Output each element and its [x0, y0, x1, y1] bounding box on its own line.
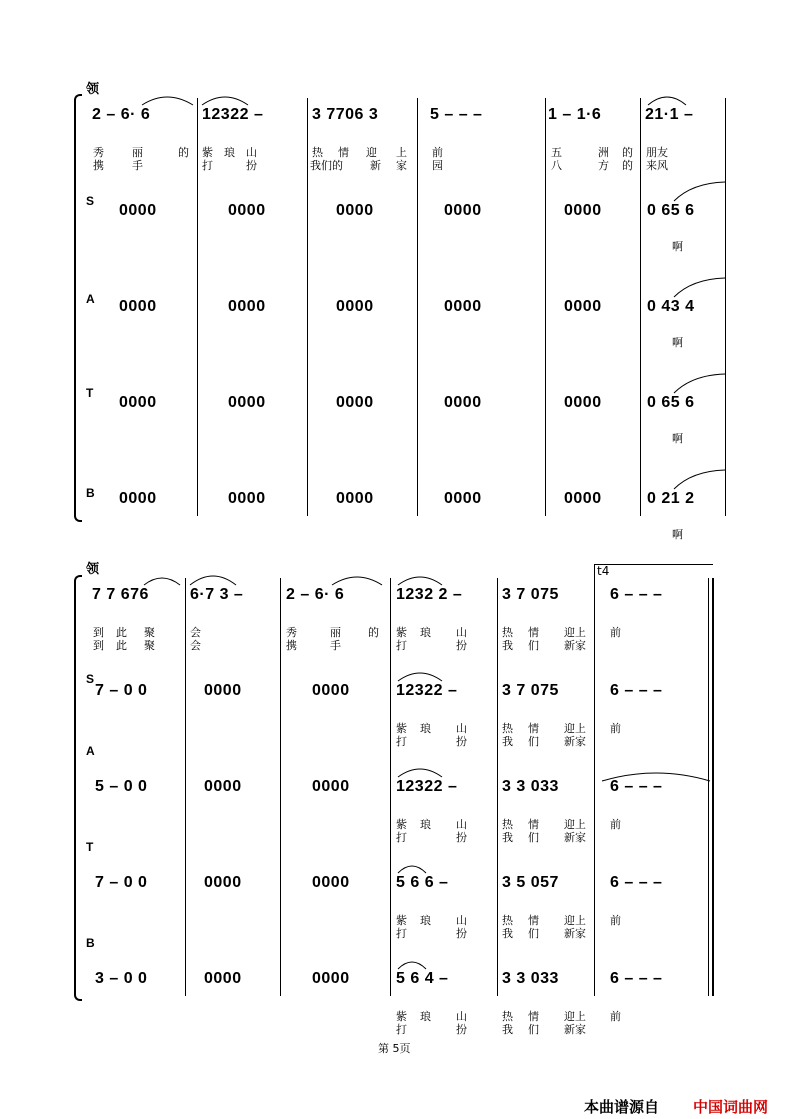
- lyric: 携: [286, 639, 297, 652]
- lyric: 山: [456, 818, 467, 831]
- rest-measure: 0000: [312, 778, 350, 795]
- voice-label-a: A: [86, 744, 95, 758]
- rest-measure: 0000: [119, 298, 157, 315]
- lyric: 洲: [598, 146, 609, 159]
- lyric: 扮: [246, 159, 257, 172]
- lyric: 我: [502, 927, 513, 940]
- barline: [417, 98, 418, 516]
- lead-measure-2: 12322 –: [202, 106, 264, 123]
- rest-measure: 0000: [204, 970, 242, 987]
- lyric: 扮: [456, 927, 467, 940]
- volta-label: t4: [597, 564, 610, 578]
- lyric: 此: [116, 639, 127, 652]
- voice-measure: 7 – 0 0: [95, 682, 148, 699]
- lyric: 打: [396, 831, 407, 844]
- lyric: 紫: [396, 818, 407, 831]
- voice-label-s: S: [86, 672, 95, 686]
- lyric: 朋友: [646, 146, 668, 159]
- barline: [307, 98, 308, 516]
- lyric: 前: [610, 1010, 621, 1023]
- lyric: 家: [396, 159, 407, 172]
- lyric: 我们的: [310, 159, 343, 172]
- lyric: 们: [528, 831, 539, 844]
- lyric: 紫: [396, 914, 407, 927]
- lyric: 紫: [396, 1010, 407, 1023]
- lyric: 手: [330, 639, 341, 652]
- barline: [390, 578, 391, 996]
- system-brace: [74, 94, 82, 522]
- lyric: 琅: [420, 914, 431, 927]
- lead-measure-1: 7 7 676: [92, 586, 149, 603]
- lyric: 紫: [202, 146, 213, 159]
- lyric: 紫: [396, 626, 407, 639]
- voice-measure: 5 6 4 –: [396, 970, 449, 987]
- lyric: 此: [116, 626, 127, 639]
- volta-bracket: [594, 564, 713, 579]
- lyric: 上: [396, 146, 407, 159]
- lead-measure-4: 5 – – –: [430, 106, 483, 123]
- lyric: 扮: [456, 639, 467, 652]
- lyric: 啊: [672, 432, 683, 445]
- voice-label-t: T: [86, 840, 94, 854]
- rest-measure: 0000: [204, 874, 242, 891]
- lead-measure-3: 3 7706 3: [312, 106, 379, 123]
- rest-measure: 0000: [312, 970, 350, 987]
- barline: [197, 98, 198, 516]
- voice-measure: 0 65 6: [647, 394, 695, 411]
- lyric: 啊: [672, 240, 683, 253]
- lyric: 情: [528, 818, 539, 831]
- lyric: 热: [502, 1010, 513, 1023]
- slur: [646, 92, 688, 106]
- barline: [280, 578, 281, 996]
- lyric: 打: [202, 159, 213, 172]
- rest-measure: 0000: [444, 298, 482, 315]
- lyric: 打: [396, 927, 407, 940]
- rest-measure: 0000: [312, 874, 350, 891]
- voice-label-t: T: [86, 386, 94, 400]
- rest-measure: 0000: [444, 490, 482, 507]
- lead-measure-1: 2 – 6· 6: [92, 106, 151, 123]
- voice-measure: 3 5 057: [502, 874, 559, 891]
- lyric: 山: [456, 914, 467, 927]
- repeat-barline-thin: [708, 578, 709, 996]
- rest-measure: 0000: [564, 298, 602, 315]
- source-label: 本曲谱源自: [584, 1098, 660, 1116]
- slur: [396, 764, 444, 778]
- lyric: 热: [502, 914, 513, 927]
- lyric: 新家: [564, 639, 586, 652]
- voice-label-b: B: [86, 486, 95, 500]
- lyric: 琅: [224, 146, 235, 159]
- slur: [200, 92, 250, 106]
- slur: [600, 768, 712, 782]
- lyric: 到: [93, 626, 104, 639]
- lyric: 携: [93, 159, 104, 172]
- lead-measure-5: 1 – 1·6: [548, 106, 602, 123]
- slur: [142, 574, 182, 586]
- slur: [672, 468, 727, 490]
- lead-tag: 领: [86, 562, 100, 577]
- lyric: 我: [502, 1023, 513, 1036]
- slur: [672, 276, 727, 298]
- lyric: 们: [528, 1023, 539, 1036]
- lyric: 前: [610, 626, 621, 639]
- lyric: 热: [502, 626, 513, 639]
- rest-measure: 0000: [228, 394, 266, 411]
- slur: [396, 958, 428, 970]
- slur: [396, 572, 444, 586]
- lyric: 扮: [456, 735, 467, 748]
- voice-measure: 6 – – –: [610, 970, 663, 987]
- lyric: 情: [528, 722, 539, 735]
- lyric: 山: [456, 722, 467, 735]
- lyric: 打: [396, 1023, 407, 1036]
- rest-measure: 0000: [228, 298, 266, 315]
- lyric: 到: [93, 639, 104, 652]
- barline: [497, 578, 498, 996]
- lyric: 情: [528, 914, 539, 927]
- barline: [185, 578, 186, 996]
- lyric: 的: [178, 146, 189, 159]
- voice-measure: 0 21 2: [647, 490, 695, 507]
- rest-measure: 0000: [228, 202, 266, 219]
- lyric: 会: [190, 626, 201, 639]
- rest-measure: 0000: [228, 490, 266, 507]
- lyric: 们: [528, 639, 539, 652]
- lyric: 方: [598, 159, 609, 172]
- voice-measure: 0 43 4: [647, 298, 695, 315]
- slur: [396, 668, 444, 682]
- slur: [672, 180, 727, 202]
- lyric: 热: [502, 722, 513, 735]
- lyric: 秀: [93, 146, 104, 159]
- lyric: 琅: [420, 626, 431, 639]
- site-link[interactable]: 中国词曲网: [693, 1098, 769, 1116]
- slur: [188, 570, 238, 586]
- rest-measure: 0000: [444, 394, 482, 411]
- voice-label-b: B: [86, 936, 95, 950]
- lead-tag: 领: [86, 82, 100, 97]
- lead-measure-6: 21·1 –: [645, 106, 694, 123]
- lyric: 聚: [144, 639, 155, 652]
- lyric: 打: [396, 639, 407, 652]
- lyric: 前: [610, 914, 621, 927]
- lead-measure-5: 3 7 075: [502, 586, 559, 603]
- voice-measure: 12322 –: [396, 682, 458, 699]
- lyric: 扮: [456, 1023, 467, 1036]
- slur: [396, 862, 428, 874]
- lyric: 秀: [286, 626, 297, 639]
- voice-measure: 5 – 0 0: [95, 778, 148, 795]
- voice-measure: 12322 –: [396, 778, 458, 795]
- lyric: 热: [502, 818, 513, 831]
- rest-measure: 0000: [336, 490, 374, 507]
- voice-measure: 3 3 033: [502, 778, 559, 795]
- slur: [672, 372, 727, 394]
- barline: [545, 98, 546, 516]
- lyric: 我: [502, 831, 513, 844]
- lyric: 新: [370, 159, 381, 172]
- voice-measure: 5 6 6 –: [396, 874, 449, 891]
- voice-label-a: A: [86, 292, 95, 306]
- lyric: 迎上: [564, 914, 586, 927]
- lyric: 来风: [646, 159, 668, 172]
- rest-measure: 0000: [336, 298, 374, 315]
- rest-measure: 0000: [204, 778, 242, 795]
- voice-measure: 0 65 6: [647, 202, 695, 219]
- lyric: 前: [432, 146, 443, 159]
- lyric: 新家: [564, 735, 586, 748]
- lyric: 琅: [420, 818, 431, 831]
- lyric: 山: [456, 626, 467, 639]
- voice-measure: 6 – – –: [610, 874, 663, 891]
- system-brace: [74, 575, 82, 1001]
- lyric: 我: [502, 735, 513, 748]
- lyric: 啊: [672, 336, 683, 349]
- voice-measure: 6 – – –: [610, 778, 663, 795]
- rest-measure: 0000: [312, 682, 350, 699]
- rest-measure: 0000: [119, 394, 157, 411]
- lyric: 山: [456, 1010, 467, 1023]
- lyric: 园: [432, 159, 443, 172]
- lyric: 山: [246, 146, 257, 159]
- lyric: 情: [528, 626, 539, 639]
- rest-measure: 0000: [564, 394, 602, 411]
- rest-measure: 0000: [336, 394, 374, 411]
- lead-measure-6: 6 – – –: [610, 586, 663, 603]
- lyric: 迎上: [564, 818, 586, 831]
- lyric: 会: [190, 639, 201, 652]
- lyric: 打: [396, 735, 407, 748]
- lead-measure-3: 2 – 6· 6: [286, 586, 345, 603]
- lyric: 的: [368, 626, 379, 639]
- lyric: 琅: [420, 1010, 431, 1023]
- lyric: 迎上: [564, 1010, 586, 1023]
- lead-measure-4: 1232 2 –: [396, 586, 463, 603]
- lyric: 迎上: [564, 722, 586, 735]
- lyric: 五: [551, 146, 562, 159]
- rest-measure: 0000: [204, 682, 242, 699]
- lyric: 的: [622, 146, 633, 159]
- rest-measure: 0000: [564, 202, 602, 219]
- slur: [140, 92, 195, 106]
- barline: [725, 98, 726, 516]
- lyric: 聚: [144, 626, 155, 639]
- rest-measure: 0000: [119, 490, 157, 507]
- lyric: 丽: [330, 626, 341, 639]
- rest-measure: 0000: [336, 202, 374, 219]
- lyric: 新家: [564, 1023, 586, 1036]
- rest-measure: 0000: [444, 202, 482, 219]
- voice-measure: 3 – 0 0: [95, 970, 148, 987]
- lyric: 热: [312, 146, 323, 159]
- lyric: 情: [338, 146, 349, 159]
- lyric: 迎: [366, 146, 377, 159]
- lead-measure-2: 6·7 3 –: [190, 586, 244, 603]
- lyric: 情: [528, 1010, 539, 1023]
- lyric: 前: [610, 818, 621, 831]
- lyric: 前: [610, 722, 621, 735]
- lyric: 丽: [132, 146, 143, 159]
- voice-label-s: S: [86, 194, 95, 208]
- repeat-barline: [712, 578, 714, 996]
- rest-measure: 0000: [564, 490, 602, 507]
- voice-measure: 3 3 033: [502, 970, 559, 987]
- voice-measure: 7 – 0 0: [95, 874, 148, 891]
- lyric: 紫: [396, 722, 407, 735]
- lyric: 迎上: [564, 626, 586, 639]
- voice-measure: 6 – – –: [610, 682, 663, 699]
- voice-measure: 3 7 075: [502, 682, 559, 699]
- barline: [594, 578, 595, 996]
- lyric: 们: [528, 927, 539, 940]
- lyric: 啊: [672, 528, 683, 541]
- lyric: 手: [132, 159, 143, 172]
- slur: [330, 572, 384, 586]
- lyric: 我: [502, 639, 513, 652]
- lyric: 新家: [564, 927, 586, 940]
- rest-measure: 0000: [119, 202, 157, 219]
- lyric: 们: [528, 735, 539, 748]
- lyric: 八: [551, 159, 562, 172]
- barline: [640, 98, 641, 516]
- page-number: 第 5页: [378, 1042, 411, 1055]
- lyric: 新家: [564, 831, 586, 844]
- lyric: 的: [622, 159, 633, 172]
- lyric: 扮: [456, 831, 467, 844]
- lyric: 琅: [420, 722, 431, 735]
